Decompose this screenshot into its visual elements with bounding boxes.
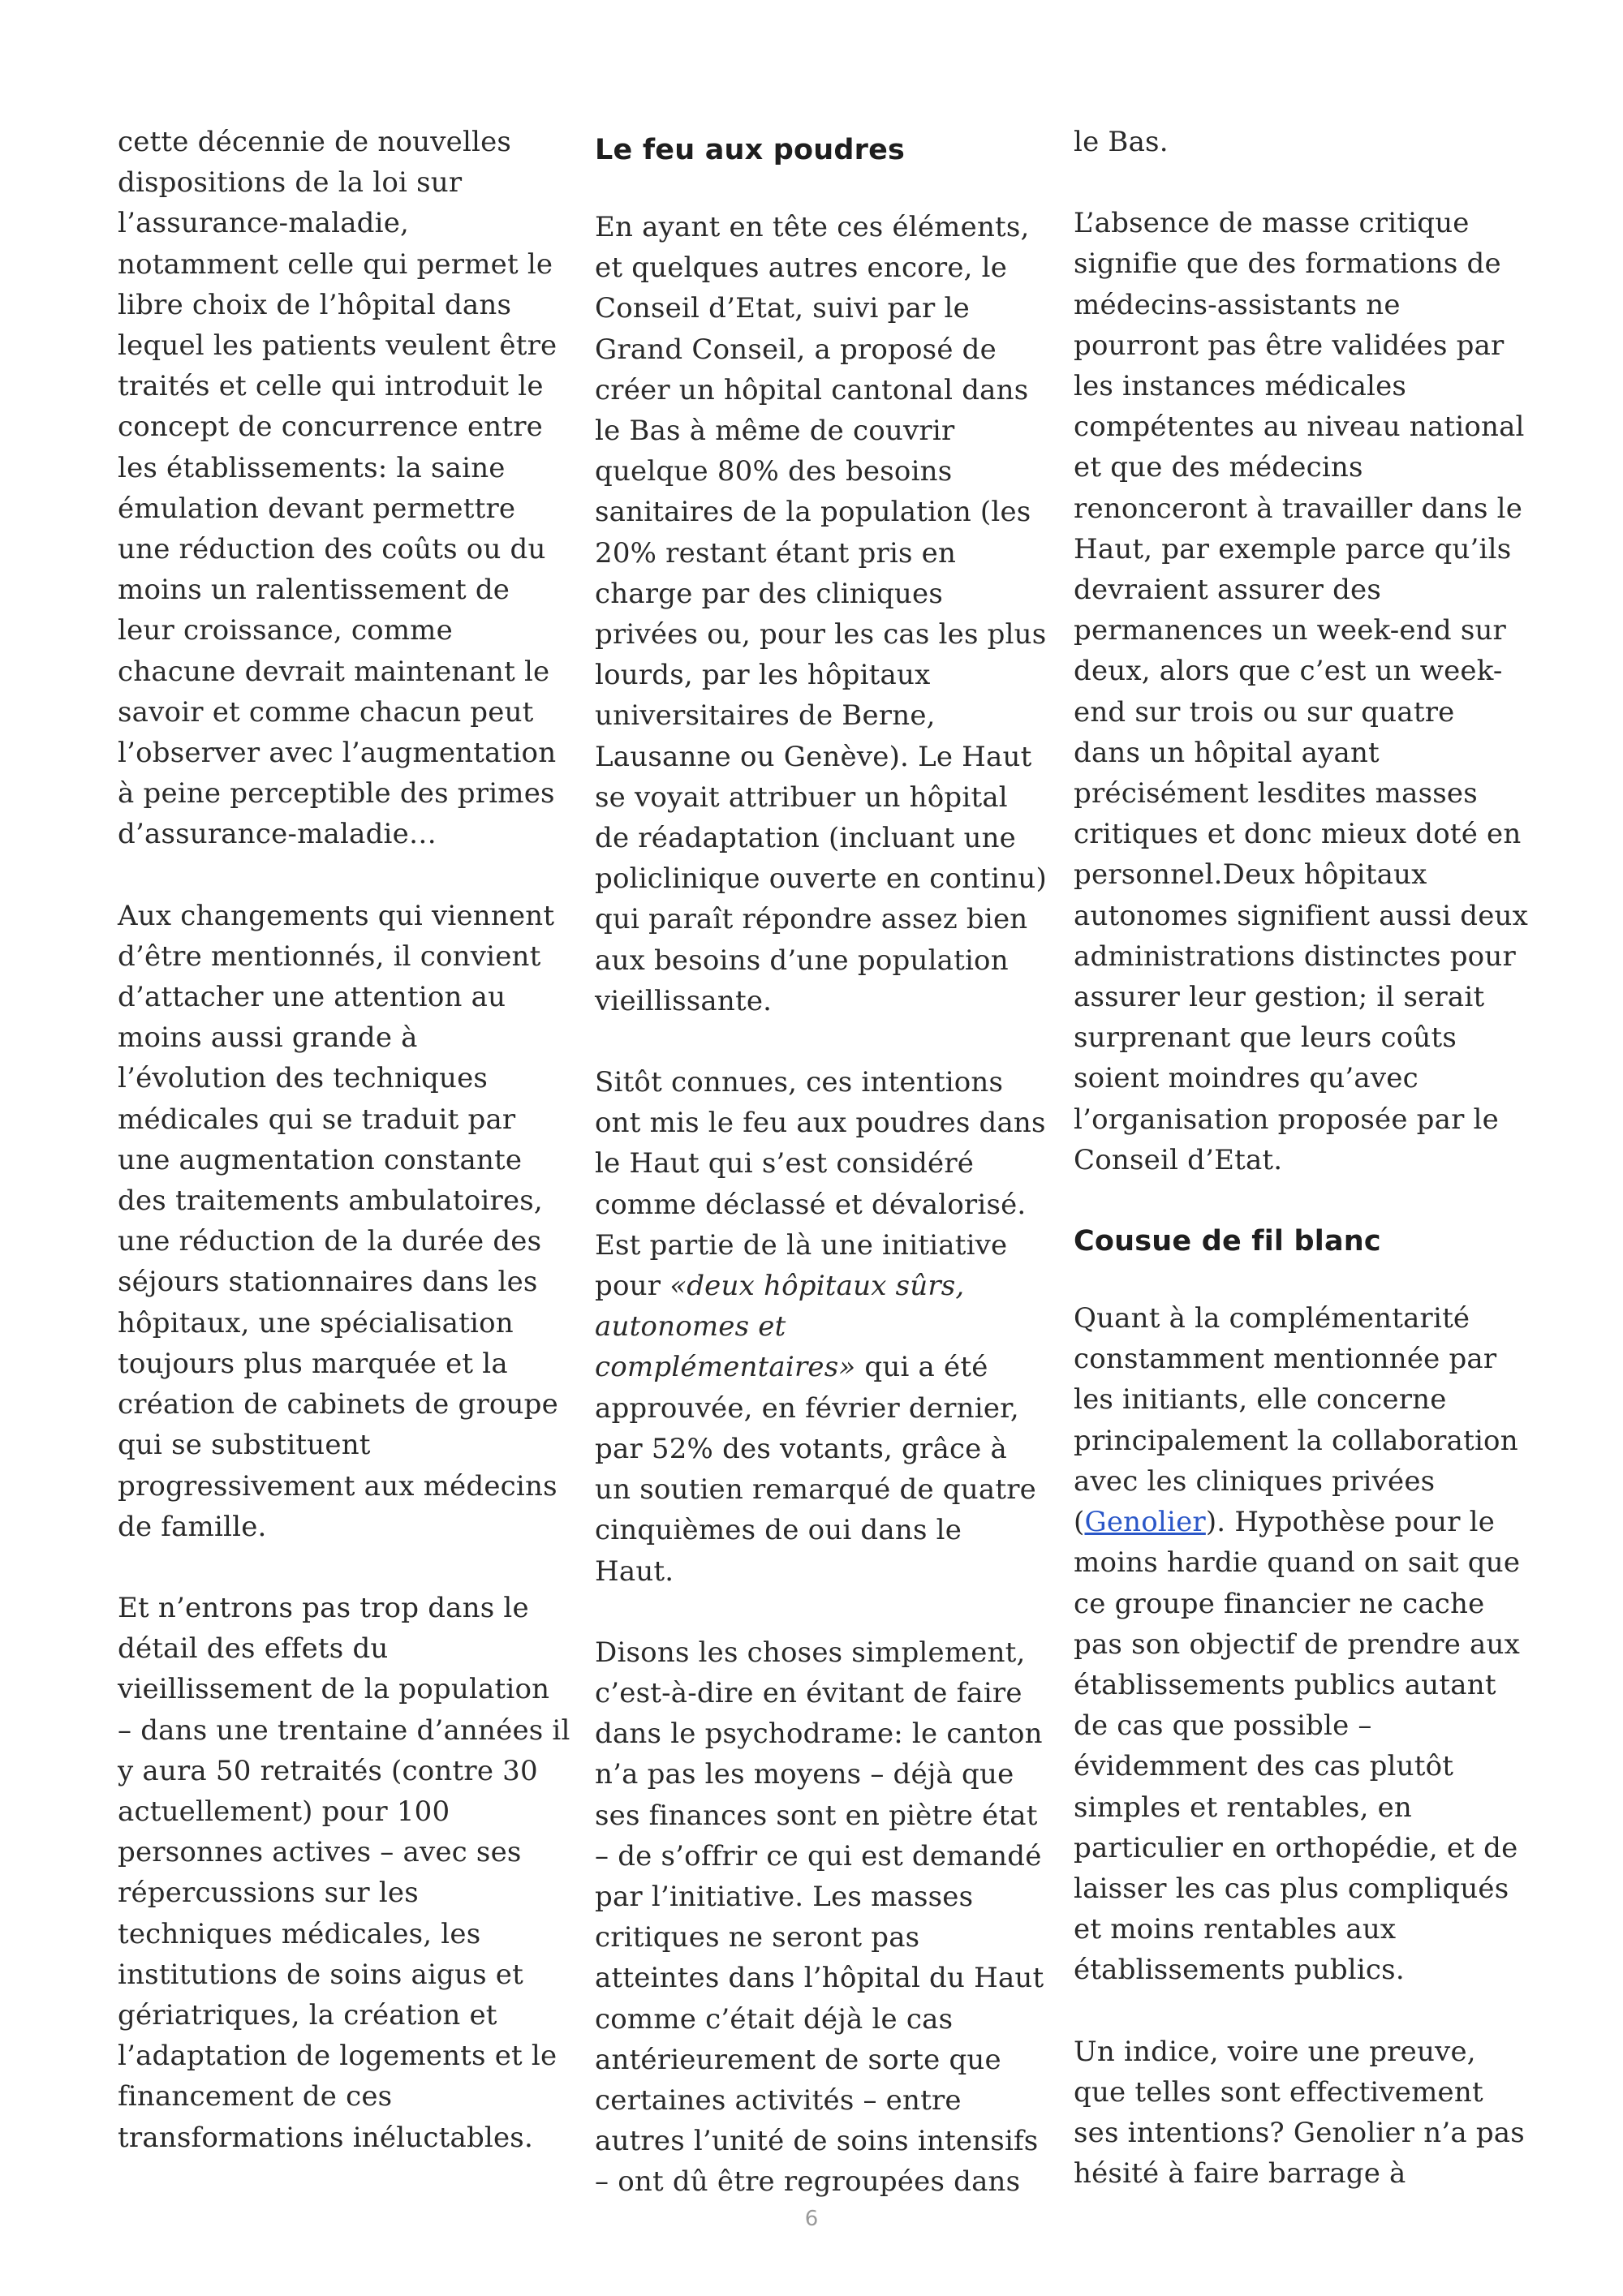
paragraph: Aux changements qui viennent d’être mentionnés, il convient d’attacher une attention au moins aussi grande à l’évolution des techniques médicales qui se traduit par une augmentation constante des traitements ambulatoires, une réduction de la durée des séjours stationnaires dans les hôpitaux, une spécialisation toujours plus marquée et la création de cabinets de groupe qui se substituent progressivement aux médecins de famille. bbox=[118, 899, 558, 1543]
page-number: 6 bbox=[804, 2207, 819, 2231]
paragraph: Et n’entrons pas trop dans le détail des effets du vieillissement de la population – dans une trentaine d’années il y aura 50 retraités (contre 30 actuellement) pour 100 personnes actives – avec ses répercussions sur les techniques médicales, les institutions de soins aigus et gériatriques, la création et l’adaptation de logements et le financement de ces transformations inéluctables. bbox=[118, 1591, 570, 2154]
paragraph-text: ). Hypothèse pour le moins hardie quand on sait que ce groupe financier ne cache pas son objectif de prendre aux établissements publics autant de cas que possible – évidemment des cas plutôt simples et rentables, en particulier en orthopédie, et de laisser les cas plus compliqués et moins rentables aux établissements publics. bbox=[1074, 1506, 1521, 1987]
text-column-2 bbox=[595, 122, 1049, 2243]
section-heading: Le feu aux poudres bbox=[595, 134, 906, 166]
paragraph: En ayant en tête ces éléments, et quelques autres encore, le Conseil d’Etat, suivi par le Grand Conseil, a proposé de créer un hôpital cantonal dans le Bas à même de couvrir quelque 80% des besoins sanitaires de la population (les 20% restant étant pris en charge par des cliniques privées ou, pour les cas les plus lourds, par les hôpitaux universitaires de Berne, Lausanne ou Genève). Le Haut se voyait attribuer un hôpital de réadaptation (incluant une policlinique ouverte en continu) qui paraît répondre assez bien aux besoins d’une population vieillissante. bbox=[595, 211, 1047, 1017]
paragraph-text: Quant à la complémentarité constamment mentionnée par les initiants, elle concerne principalement la collaboration avec les cliniques privées ( bbox=[1074, 1302, 1518, 1539]
paragraph: Disons les choses simplement, c’est-à-dire en évitant de faire dans le psychodrame: le canton n’a pas les moyens – déjà que ses finances sont en piètre état – de s’offrir ce qui est demandé par l’initiative. Les masses critiques ne seront pas atteintes dans l’hôpital du Haut comme c’était déjà le cas antérieurement de sorte que certaines activités – entre autres l’unité de soins intensifs – ont dû être regroupées dans bbox=[595, 1636, 1044, 2199]
section-heading: Cousue de fil blanc bbox=[1074, 1225, 1381, 1258]
paragraph: cette décennie de nouvelles dispositions de la loi sur l’assurance-maladie, notamment celle qui permet le libre choix de l’hôpital dans lequel les patients veulent être traités et celle qui introduit le concept de concurrence entre les établissements: la saine émulation devant permettre une réduction des coûts ou du moins un ralentissement de leur croissance, comme chacune devrait maintenant le savoir et comme chacun peut l’observer avec l’augmentation à peine perceptible des primes d’assurance-maladie… bbox=[118, 126, 558, 851]
paragraph-text: qui a été approuvée, en février dernier, par 52% des votants, grâce à un soutien remarqué de quatre cinquièmes de oui dans le Haut. bbox=[595, 1351, 1036, 1588]
paragraph bbox=[595, 1062, 1049, 1592]
genolier-link[interactable]: Genolier bbox=[1084, 1506, 1206, 1539]
paragraph-text: Sitôt connues, ces intentions ont mis le feu aux poudres dans le Haut qui s’est considéré comme déclassé et dévalorisé. Est partie de là une initiative pour bbox=[595, 1066, 1046, 1303]
initiative-title: «deux hôpitaux sûrs, autonomes et complémentaires» bbox=[595, 1270, 965, 1384]
paragraph: le Bas. bbox=[1074, 126, 1169, 158]
text-column-1 bbox=[118, 122, 572, 2199]
paragraph: L’absence de masse critique signifie que des formations de médecins-assistants ne pourront pas être validées par les instances médicales compétentes au niveau national et que des médecins renonceront à travailler dans le Haut, par exemple parce qu’ils devraient assurer des permanences un week-end sur deux, alors que c’est un week-end sur trois ou sur quatre dans un hôpital ayant précisément lesdites masses critiques et donc mieux doté en personnel.Deux hôpitaux autonomes signifient aussi deux administrations distinctes pour assurer leur gestion; il serait surprenant que leurs coûts soient moindres qu’avec l’organisation proposée par le Conseil d’Etat. bbox=[1074, 207, 1528, 1176]
paragraph bbox=[1074, 1298, 1528, 1990]
text-column-3 bbox=[1074, 122, 1528, 2234]
paragraph: Un indice, voire une preuve, que telles sont effectivement ses intentions? Genolier n’a pas hésité à faire barrage à bbox=[1074, 2035, 1525, 2191]
